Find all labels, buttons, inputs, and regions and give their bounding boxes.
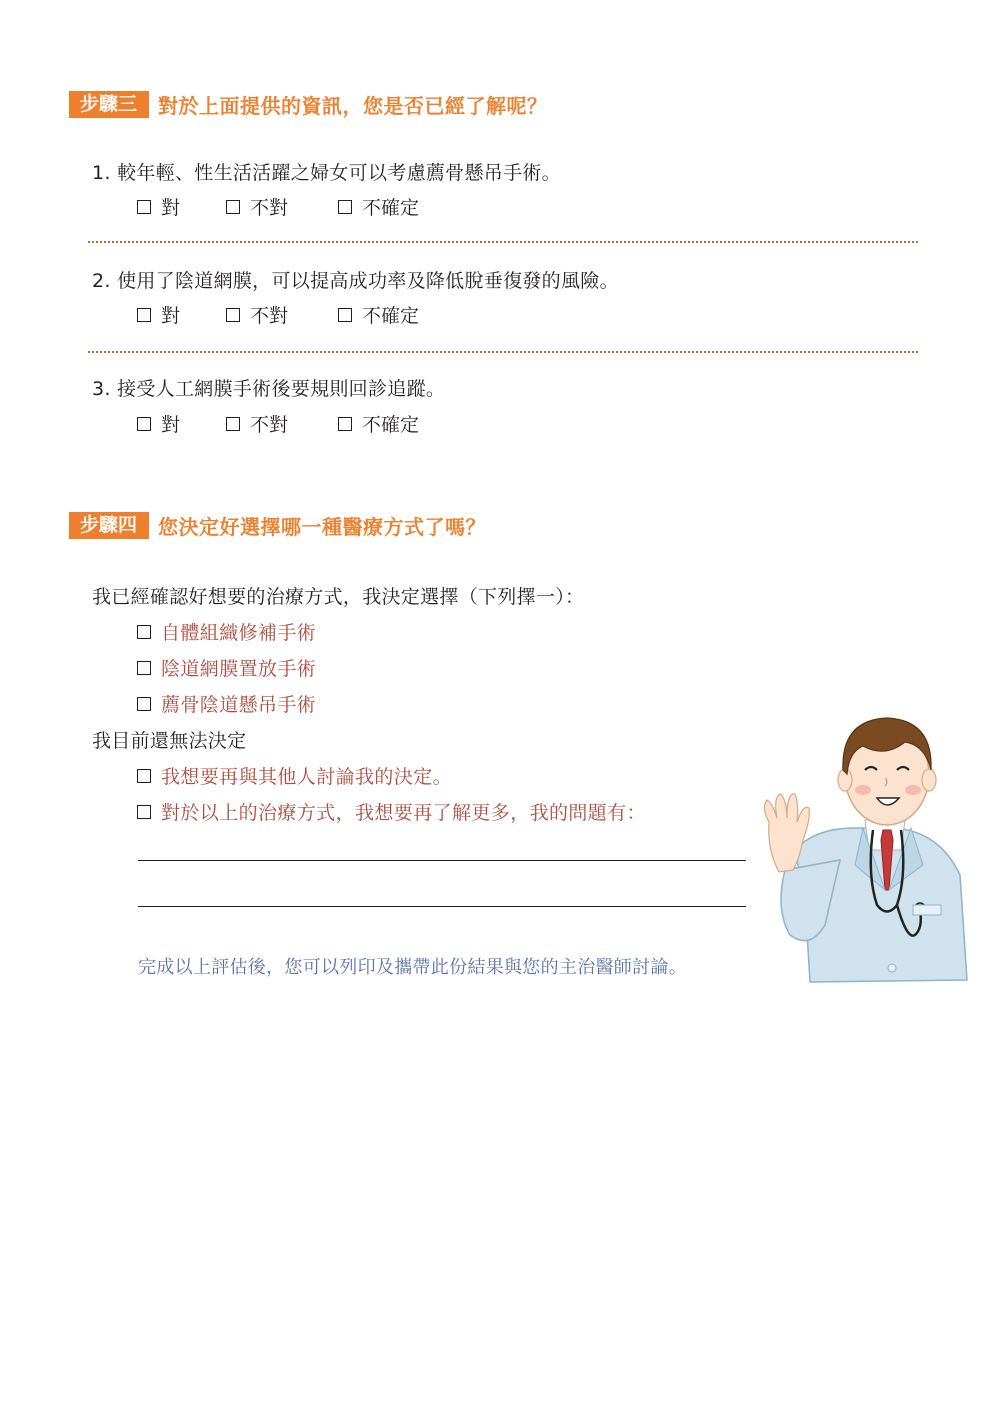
undecided-option-learn-more[interactable]: 對於以上的治療方式，我想要再了解更多，我的問題有： — [137, 798, 646, 825]
q1-option-incorrect[interactable]: 不對 — [226, 193, 338, 220]
q3-option-correct[interactable]: 對 — [137, 410, 226, 437]
checkbox[interactable] — [137, 625, 151, 639]
undecided-option-discuss[interactable]: 我想要再與其他人討論我的決定。 — [137, 762, 452, 789]
checkbox[interactable] — [137, 697, 151, 711]
checkbox[interactable] — [137, 308, 151, 322]
question-2-options — [137, 301, 419, 328]
step3-title: 對於上面提供的資訊，您是否已經了解呢？ — [158, 94, 548, 118]
divider — [88, 241, 918, 243]
step4-title: 您決定好選擇哪一種醫療方式了嗎？ — [158, 515, 487, 539]
question-write-line-2[interactable] — [138, 906, 746, 907]
question-3-options — [137, 410, 419, 437]
checkbox[interactable] — [137, 805, 151, 819]
treatment-option-native-tissue[interactable]: 自體組織修補手術 — [137, 618, 316, 645]
checkbox[interactable] — [226, 200, 240, 214]
undecided-label: 我目前還無法決定 — [92, 730, 247, 752]
question-1-options — [137, 193, 419, 220]
doctor-waving-illustration — [755, 700, 970, 985]
checkbox[interactable] — [338, 417, 352, 431]
q3-option-incorrect[interactable]: 不對 — [226, 410, 338, 437]
q1-option-unsure[interactable]: 不確定 — [338, 193, 419, 220]
checkbox[interactable] — [338, 200, 352, 214]
checkbox[interactable] — [137, 769, 151, 783]
question-write-line-1[interactable] — [138, 860, 746, 861]
q3-option-unsure[interactable]: 不確定 — [338, 410, 419, 437]
checkbox[interactable] — [137, 417, 151, 431]
question-3: 3. 接受人工網膜手術後要規則回診追蹤。 — [92, 378, 446, 400]
checkbox[interactable] — [137, 200, 151, 214]
q2-option-unsure[interactable]: 不確定 — [338, 301, 419, 328]
question-2: 2. 使用了陰道網膜，可以提高成功率及降低脫垂復發的風險。 — [92, 270, 619, 292]
step3-tag: 步驟三 — [69, 91, 149, 118]
checkbox[interactable] — [226, 308, 240, 322]
divider — [88, 351, 918, 353]
treatment-option-vaginal-mesh[interactable]: 陰道網膜置放手術 — [137, 654, 316, 681]
checkbox[interactable] — [137, 661, 151, 675]
q1-option-correct[interactable]: 對 — [137, 193, 226, 220]
treatment-option-sacrocolpopexy[interactable]: 薦骨陰道懸吊手術 — [137, 690, 316, 717]
step3-header — [69, 90, 548, 119]
checkbox[interactable] — [226, 417, 240, 431]
decided-label: 我已經確認好想要的治療方式，我決定選擇（下列擇一）： — [92, 586, 585, 608]
step4-header — [69, 511, 486, 540]
question-1: 1. 較年輕、性生活活躍之婦女可以考慮薦骨懸吊手術。 — [92, 162, 561, 184]
footer-note: 完成以上評估後，您可以列印及攜帶此份結果與您的主治醫師討論。 — [138, 957, 687, 978]
q2-option-correct[interactable]: 對 — [137, 301, 226, 328]
checkbox[interactable] — [338, 308, 352, 322]
q2-option-incorrect[interactable]: 不對 — [226, 301, 338, 328]
step4-tag: 步驟四 — [69, 512, 149, 539]
